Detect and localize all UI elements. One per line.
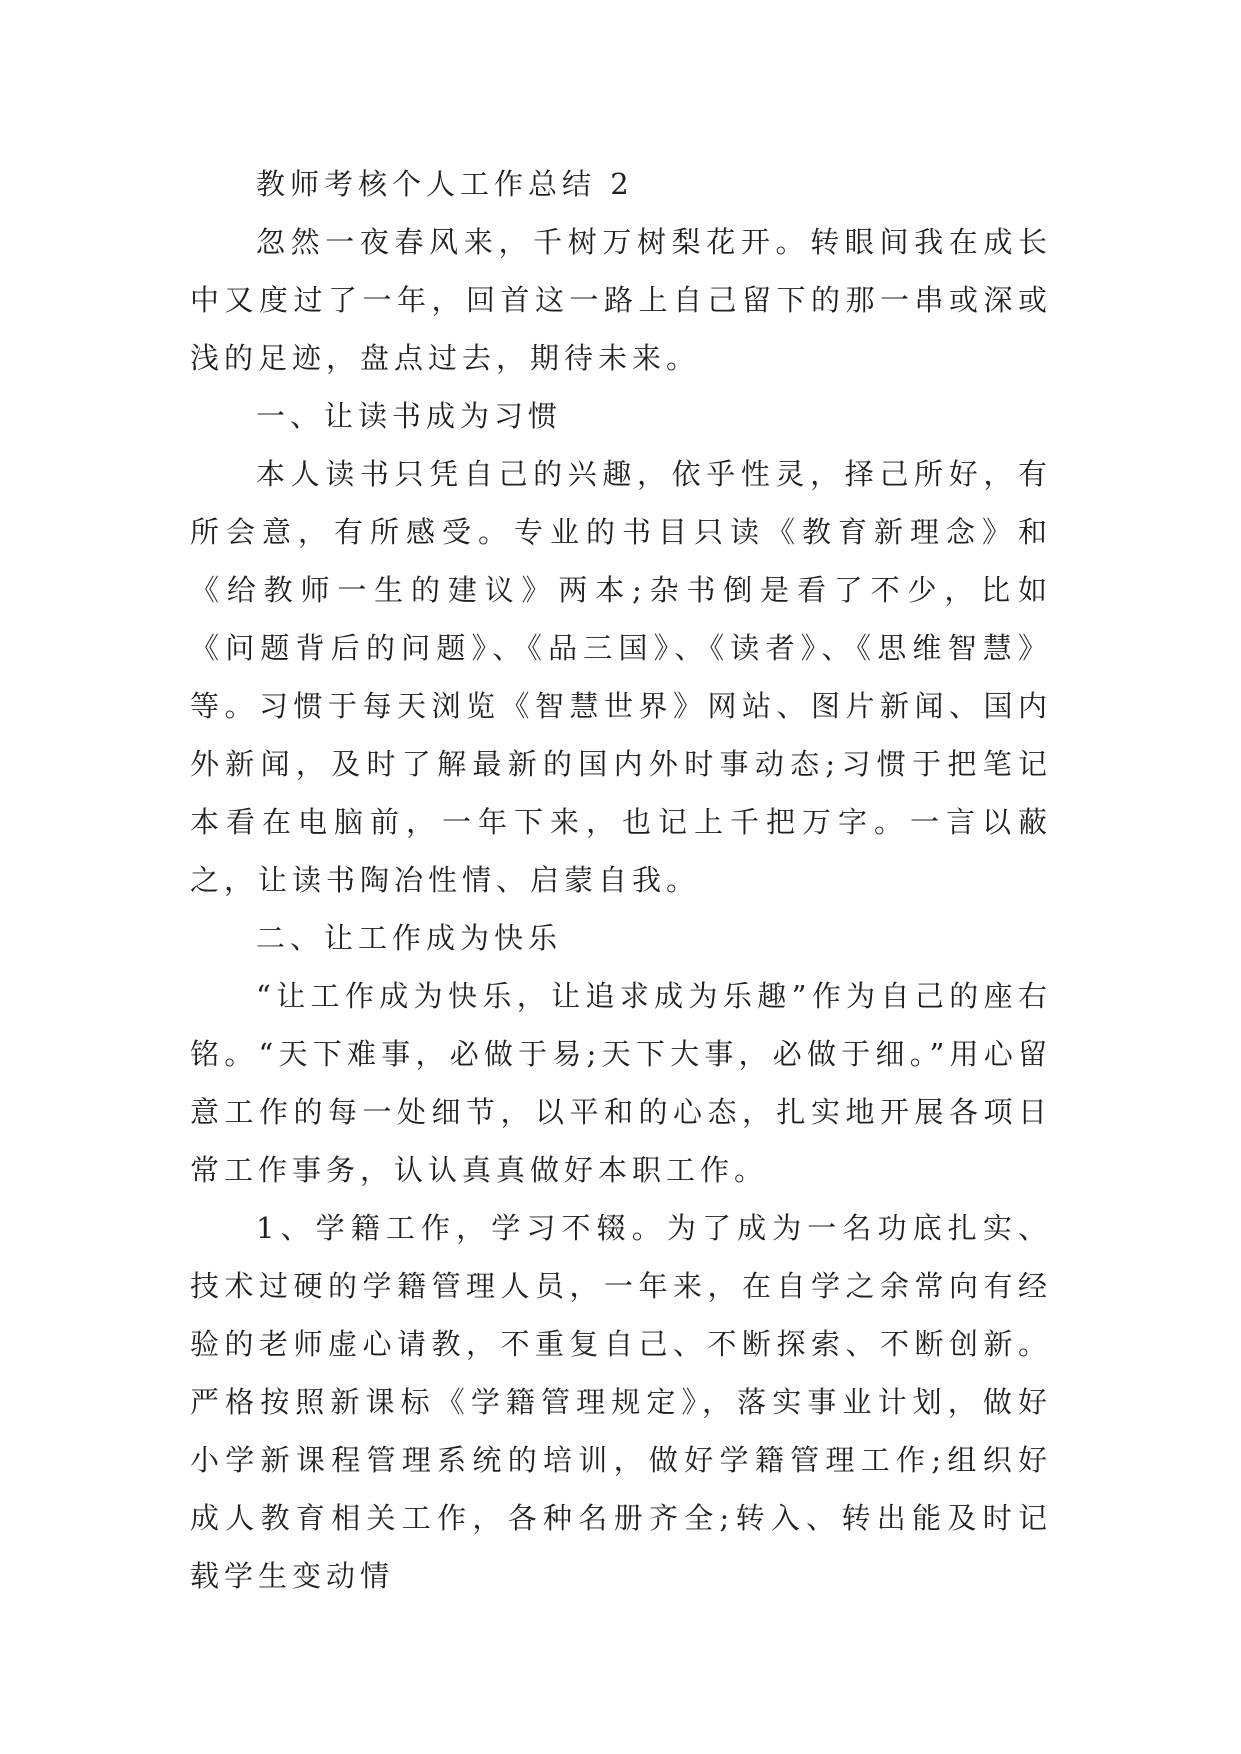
- section-1-paragraph: 本人读书只凭自己的兴趣，依乎性灵，择己所好，有所会意，有所感受。专业的书目只读《教育新理念》和《给教师一生的建议》两本;杂书倒是看了不少，比如《问题背后的问题》、《品三国》、《读者》、《思维智慧》等。习惯于每天浏览《智慧世界》网站、图片新闻、国内外新闻，及时了解最新的国内外时事动态;习惯于把笔记本看在电脑前，一年下来，也记上千把万字。一言以蔽之，让读书陶冶性情、启蒙自我。: [190, 457, 1052, 897]
- document-title: 教师考核个人工作总结 2: [256, 167, 634, 201]
- document-page: [190, 155, 1052, 1605]
- section-2-item-1-paragraph: 1、学籍工作，学习不辍。为了成为一名功底扎实、技术过硬的学籍管理人员，一年来，在自学之余常向有经验的老师虚心请教，不重复自己、不断探索、不断创新。严格按照新课标《学籍管理规定》，落实事业计划，做好小学新课程管理系统的培训，做好学籍管理工作;组织好成人教育相关工作，各种名册齐全;转入、转出能及时记载学生变动情: [190, 1211, 1052, 1593]
- section-2-heading: 二、让工作成为快乐: [256, 921, 563, 955]
- section-1-heading: 一、让读书成为习惯: [256, 399, 563, 433]
- intro-paragraph: 忽然一夜春风来，千树万树梨花开。转眼间我在成长中又度过了一年，回首这一路上自己留下的那一串或深或浅的足迹，盘点过去，期待未来。: [190, 225, 1052, 375]
- section-2-paragraph: “让工作成为快乐，让追求成为乐趣”作为自己的座右铭。“天下难事，必做于易;天下大事，必做于细。”用心留意工作的每一处细节，以平和的心态，扎实地开展各项日常工作事务，认认真真做好本职工作。: [190, 979, 1052, 1187]
